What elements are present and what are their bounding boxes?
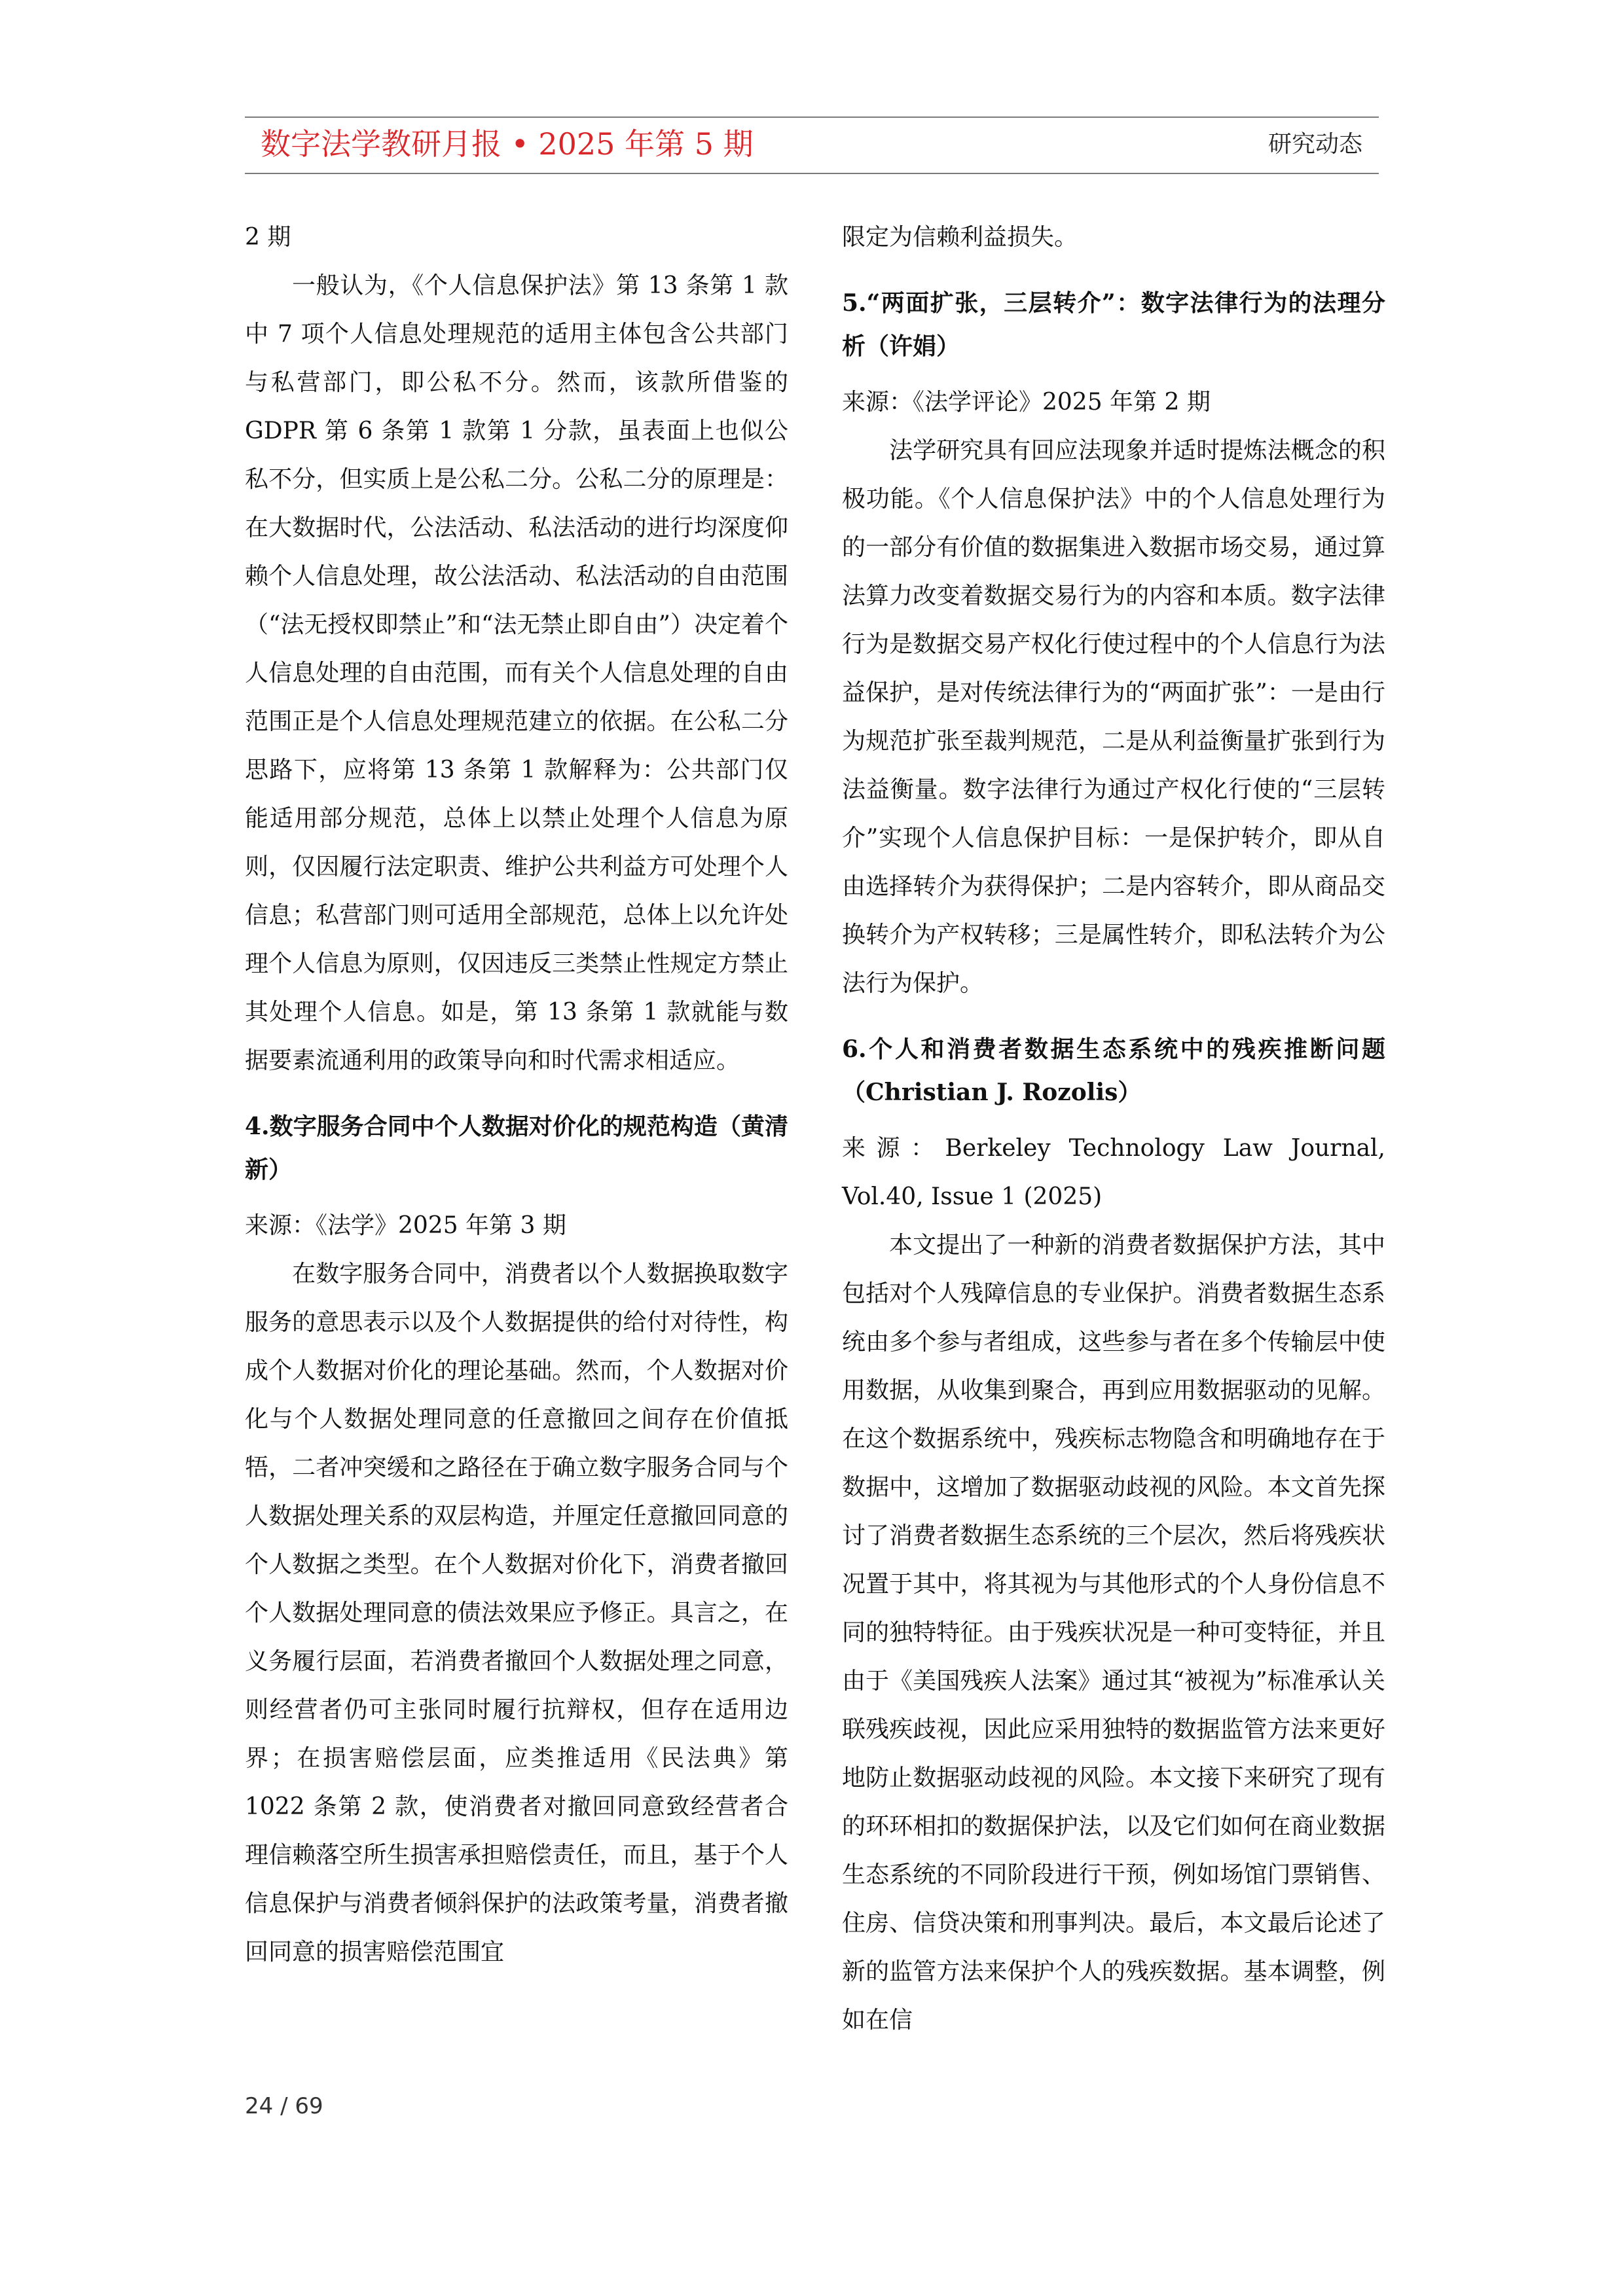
continued-text-tail: 限定为信赖利益损失。 (842, 224, 1078, 251)
article-6-title: 6.个人和消费者数据生态系统中的残疾推断问题（Christian J. Rozolis） (842, 1035, 1385, 1106)
article-4-abstract: 在数字服务合同中，消费者以个人数据换取数字服务的意思表示以及个人数据提供的给付对待性，构成个人数据对价化的理论基础。然而，个人数据对价化与个人数据处理同意的任意撤回之间存在价值抵牾，二者冲突缓和之路径在于确立数字服务合同与个人数据处理关系的双层构造，并厘定任意撤回同意的个人数据之类型。在个人数据对价化下，消费者撤回个人数据处理同意的债法效果应予修正。具言之，在义务履行层面，若消费者撤回个人数据处理之同意，则经营者仍可主张同时履行抗辩权，但存在适用边界；在损害赔偿层面，应类推适用《民法典》第 1022 条第 2 款，使消费者对撤回同意致经营者合理信赖落空所生损害承担赔偿责任，而且，基于个人信息保护与消费者倾斜保护的法政策考量，消费者撤回同意的损害赔偿范围宜 (245, 1261, 788, 1965)
article-5-title: 5.“两面扩张，三层转介”：数字法律行为的法理分析（许娟） (842, 289, 1385, 360)
header-bottom-rule (245, 173, 1379, 174)
article-4-source: 来源：《法学》2025 年第 3 期 (245, 1212, 566, 1239)
article-4-title: 4.数字服务合同中个人数据对价化的规范构造（黄清新） (245, 1113, 788, 1183)
continued-source-tail: 2 期 (245, 224, 291, 251)
paragraph: 一般认为，《个人信息保护法》第 13 条第 1 款中 7 项个人信息处理规范的适用主体包含公共部门与私营部门，即公私不分。然而，该款所借鉴的 GDPR 第 6 条第 1 款第 1 分款，虽表面上也似公私不分，但实质上是公私二分。公私二分的原理是：在大数据时代，公法活动、私法活动的进行均深度仰赖个人信息处理，故公法活动、私法活动的自由范围（“法无授权即禁止”和“法无禁止即自由”）决定着个人信息处理的自由范围，而有关个人信息处理的自由范围正是个人信息处理规范建立的依据。在公私二分思路下，应将第 13 条第 1 款解释为：公共部门仅能适用部分规范，总体上以禁止处理个人信息为原则，仅因履行法定职责、维护公共利益方可处理个人信息；私营部门则可适用全部规范，总体上以允许处理个人信息为原则，仅因违反三类禁止性规定方禁止其处理个人信息。如是，第 13 条第 1 款就能与数据要素流通利用的政策导向和时代需求相适应。 (245, 272, 788, 1074)
article-5-source: 来源：《法学评论》2025 年第 2 期 (842, 389, 1211, 416)
right-column (842, 213, 1385, 2045)
journal-title: 数字法学教研月报 • 2025 年第 5 期 (261, 126, 754, 162)
section-label: 研究动态 (1267, 131, 1362, 158)
article-6-source: 来源：Berkeley Technology Law Journal, Vol.40, Issue 1 (2025) (842, 1135, 1385, 1210)
article-6-abstract: 本文提出了一种新的消费者数据保护方法，其中包括对个人残障信息的专业保护。消费者数据生态系统由多个参与者组成，这些参与者在多个传输层中使用数据，从收集到聚合，再到应用数据驱动的见解。在这个数据系统中，残疾标志物隐含和明确地存在于数据中，这增加了数据驱动歧视的风险。本文首先探讨了消费者数据生态系统的三个层次，然后将残疾状况置于其中，将其视为与其他形式的个人身份信息不同的独特特征。由于残疾状况是一种可变特征，并且由于《美国残疾人法案》通过其“被视为”标准承认关联残疾歧视，因此应采用独特的数据监管方法来更好地防止数据驱动歧视的风险。本文接下来研究了现有的环环相扣的数据保护法，以及它们如何在商业数据生态系统的不同阶段进行干预，例如场馆门票销售、住房、信贷决策和刑事判决。最后，本文最后论述了新的监管方法来保护个人的残疾数据。基本调整，例如在信 (842, 1232, 1385, 2034)
left-column (245, 213, 788, 1977)
page-number: 24 / 69 (245, 2093, 323, 2119)
article-5-abstract: 法学研究具有回应法现象并适时提炼法概念的积极功能。《个人信息保护法》中的个人信息处理行为的一部分有价值的数据集进入数据市场交易，通过算法算力改变着数据交易行为的内容和本质。数字法律行为是数据交易产权化行使过程中的个人信息行为法益保护，是对传统法律行为的“两面扩张”：一是由行为规范扩张至裁判规范，二是从利益衡量扩张到行为法益衡量。数字法律行为通过产权化行使的“三层转介”实现个人信息保护目标：一是保护转介，即从自由选择转介为获得保护；二是内容转介，即从商品交换转介为产权转移；三是属性转介，即私法转介为公法行为保护。 (842, 437, 1385, 997)
header-top-rule (245, 117, 1379, 118)
